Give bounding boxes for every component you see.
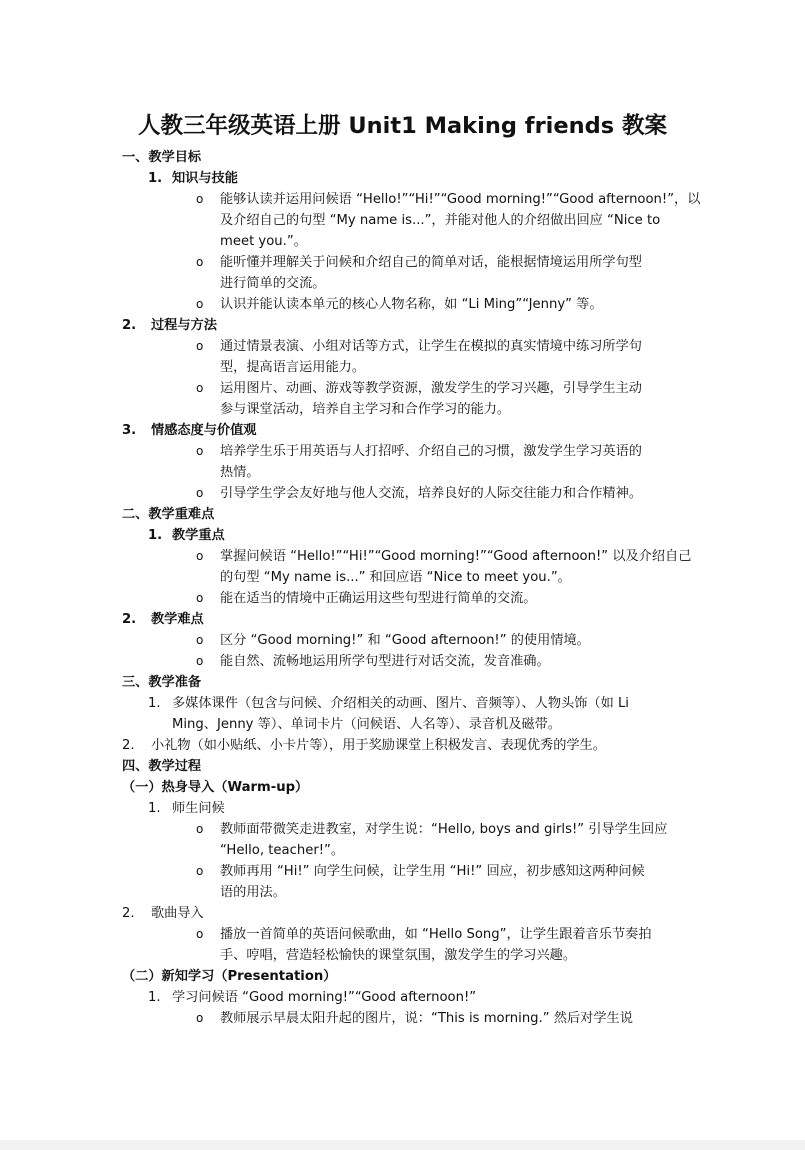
subsection-heading: （一）热身导入（Warm-up）	[122, 780, 309, 795]
bullet-icon	[196, 651, 203, 672]
subsection-heading: 教学难点	[151, 612, 204, 627]
paragraph-line: 及介绍自己的句型 “My name is...”，并能对他人的介绍做出回应 “Nice to	[220, 213, 661, 228]
list-number: 2.	[122, 738, 135, 753]
bullet-icon	[196, 819, 203, 840]
paragraph-line: 参与课堂活动，培养自主学习和合作学习的能力。	[220, 402, 511, 417]
list-number: 1.	[148, 171, 163, 186]
bullet-icon	[196, 924, 203, 945]
list-item-heading: 学习问候语 “Good morning!”“Good afternoon!”	[172, 990, 477, 1005]
subsection-heading: 过程与方法	[151, 318, 217, 333]
paragraph-line: 教师再用 “Hi!” 向学生问候，让学生用 “Hi!” 回应，初步感知这两种问候	[220, 864, 645, 879]
list-number: 1.	[148, 801, 161, 816]
paragraph-line: 教师面带微笑走进教室，对学生说：“Hello, boys and girls!” 引导学生回应	[220, 822, 668, 837]
paragraph-line: 区分 “Good morning!” 和 “Good afternoon!” 的使用情境。	[220, 633, 590, 648]
list-number: 3.	[122, 423, 137, 438]
section-heading: 三、教学准备	[122, 675, 202, 690]
paragraph-line: 的句型 “My name is...” 和回应语 “Nice to meet you.”。	[220, 570, 571, 585]
list-number: 2.	[122, 318, 137, 333]
section-heading: 四、教学过程	[122, 759, 202, 774]
bullet-icon	[196, 294, 203, 315]
paragraph-line: 通过情景表演、小组对话等方式，让学生在模拟的真实情境中练习所学句	[220, 339, 642, 354]
subsection-heading: 知识与技能	[172, 171, 238, 186]
paragraph-line: 进行简单的交流。	[220, 276, 326, 291]
bullet-icon	[196, 546, 203, 567]
list-number: 1.	[148, 990, 161, 1005]
paragraph-line: 小礼物（如小贴纸、小卡片等），用于奖励课堂上积极发言、表现优秀的学生。	[151, 738, 606, 753]
bullet-icon	[196, 861, 203, 882]
paragraph-line: 培养学生乐于用英语与人打招呼、介绍自己的习惯，激发学生学习英语的	[220, 444, 642, 459]
bullet-icon	[196, 1008, 203, 1029]
paragraph-line: 能听懂并理解关于问候和介绍自己的简单对话，能根据情境运用所学句型	[220, 255, 642, 270]
list-item-heading: 歌曲导入	[151, 906, 204, 921]
paragraph-line: 教师展示早晨太阳升起的图片，说：“This is morning.” 然后对学生说	[220, 1011, 633, 1026]
paragraph-line: 多媒体课件（包含与问候、介绍相关的动画、图片、音频等）、人物头饰（如 Li	[172, 696, 629, 711]
paragraph-line: 型，提高语言运用能力。	[220, 360, 366, 375]
bullet-icon	[196, 252, 203, 273]
bullet-icon	[196, 630, 203, 651]
paragraph-line: 引导学生学会友好地与他人交流，培养良好的人际交往能力和合作精神。	[220, 486, 642, 501]
bullet-icon	[196, 588, 203, 609]
list-number: 2.	[122, 906, 135, 921]
paragraph-line: 能自然、流畅地运用所学句型进行对话交流，发音准确。	[220, 654, 550, 669]
paragraph-line: 热情。	[220, 465, 260, 480]
section-heading: 一、教学目标	[122, 150, 202, 165]
paragraph-line: 认识并能认读本单元的核心人物名称，如 “Li Ming”“Jenny” 等。	[220, 297, 603, 312]
paragraph-line: Ming、Jenny 等）、单词卡片（问候语、人名等）、录音机及磁带。	[172, 717, 561, 732]
list-number: 2.	[122, 612, 137, 627]
paragraph-line: 掌握问候语 “Hello!”“Hi!”“Good morning!”“Good afternoon!” 以及介绍自己	[220, 549, 692, 564]
list-item-heading: 师生问候	[172, 801, 225, 816]
subsection-heading: （二）新知学习（Presentation）	[122, 969, 337, 984]
paragraph-line: meet you.”。	[220, 234, 307, 249]
paragraph-line: 能在适当的情境中正确运用这些句型进行简单的交流。	[220, 591, 537, 606]
paragraph-line: 运用图片、动画、游戏等教学资源，激发学生的学习兴趣，引导学生主动	[220, 381, 642, 396]
paragraph-line: 播放一首简单的英语问候歌曲，如 “Hello Song”，让学生跟着音乐节奏拍	[220, 927, 652, 942]
document-title: 人教三年级英语上册 Unit1 Making friends 教案	[138, 113, 667, 139]
list-number: 1.	[148, 696, 161, 711]
section-heading: 二、教学重难点	[122, 507, 215, 522]
subsection-heading: 教学重点	[172, 528, 225, 543]
bullet-icon	[196, 336, 203, 357]
paragraph-line: 手、哼唱，营造轻松愉快的课堂氛围，激发学生的学习兴趣。	[220, 948, 577, 963]
subsection-heading: 情感态度与价值观	[151, 423, 257, 438]
bullet-icon	[196, 483, 203, 504]
paragraph-line: 语的用法。	[220, 885, 286, 900]
bullet-icon	[196, 441, 203, 462]
list-number: 1.	[148, 528, 163, 543]
paragraph-line: “Hello, teacher!”。	[220, 843, 345, 858]
bullet-icon	[196, 378, 203, 399]
bullet-icon	[196, 189, 203, 210]
paragraph-line: 能够认读并运用问候语 “Hello!”“Hi!”“Good morning!”“Good afternoon!”，以	[220, 192, 701, 207]
